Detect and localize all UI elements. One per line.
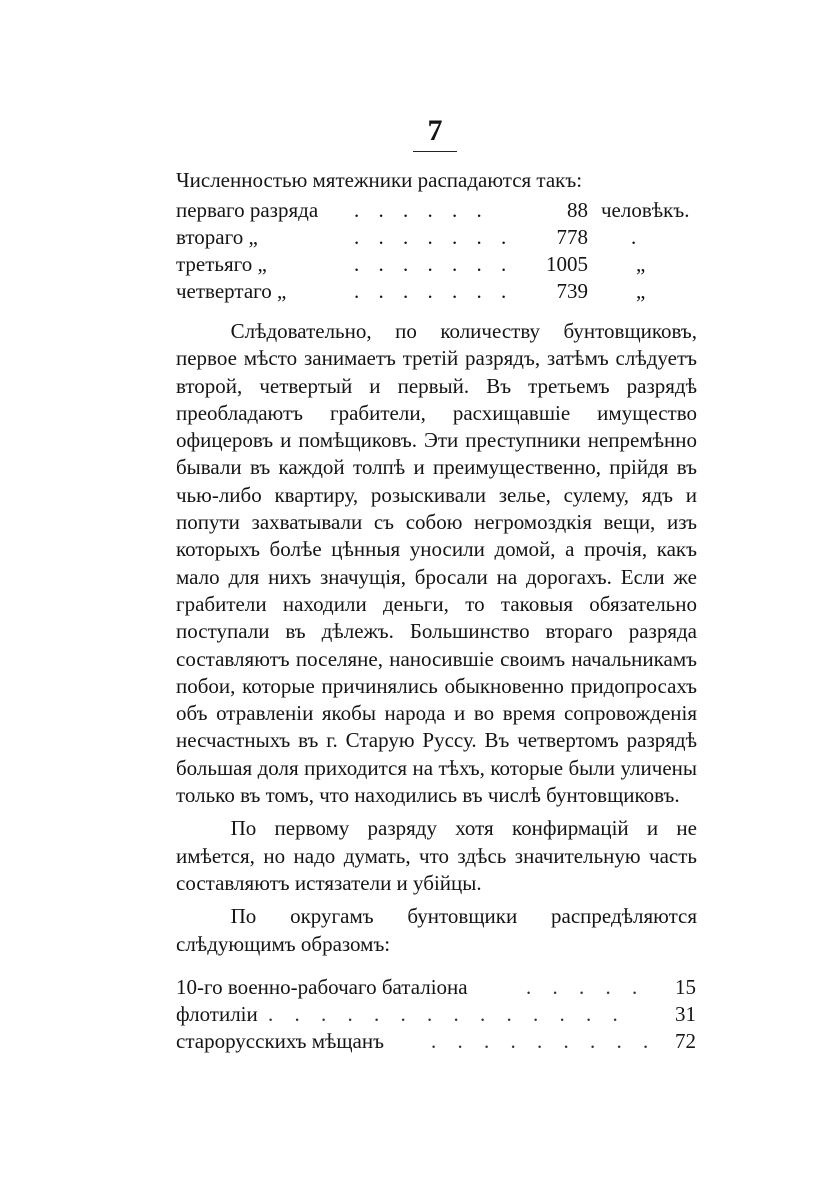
district-row [176, 1002, 696, 1029]
tally-row [176, 225, 696, 252]
intro-line: Численностью мятежники распадаются такъ: [176, 168, 583, 192]
leader-dots: . . . . . [526, 975, 646, 999]
district-label: 10-го военно-рабочаго баталіона [176, 975, 468, 999]
tally-label: перваго разряда [176, 198, 319, 222]
district-row [176, 975, 696, 1002]
tally-unit: „ [636, 252, 646, 276]
leader-dots: . . . . . . . [354, 225, 514, 249]
paragraph [176, 903, 697, 958]
leader-dots: . . . . . . [354, 198, 489, 222]
rank-tally-table [176, 198, 696, 306]
tally-value: 88 [567, 198, 588, 222]
page-number-rule [413, 151, 457, 152]
leader-dots: . . . . . . . . . . . . . . [268, 1002, 626, 1026]
tally-row [176, 279, 696, 306]
paragraph-text: По первому разряду хотя конфирмацій и не имѣется, но надо думать, что здѣсь значительную часть составляютъ истязатели и убійцы. [176, 816, 697, 895]
tally-row [176, 252, 696, 279]
tally-label: втораго „ [176, 225, 258, 249]
paragraph-text: По округамъ бунтовщики распредѣляются слѣдующимъ образомъ: [176, 904, 697, 956]
leader-dots: . . . . . . . . . [431, 1029, 657, 1053]
district-tally-table [176, 975, 696, 1056]
district-value: 72 [675, 1029, 696, 1053]
tally-unit: человѣкъ. [601, 198, 690, 222]
body-text [176, 318, 697, 958]
district-value: 31 [675, 1002, 696, 1026]
tally-value: 778 [556, 225, 588, 249]
district-value: 15 [675, 975, 696, 999]
page-number: 7 [427, 114, 443, 147]
district-row [176, 1029, 696, 1056]
leader-dots: . . . . . . . [354, 279, 514, 303]
paragraph [176, 815, 697, 897]
tally-label: четвертаго „ [176, 279, 287, 303]
tally-value: 739 [556, 279, 588, 303]
leader-dots: . . . . . . . [354, 252, 514, 276]
district-label: старорусскихъ мѣщанъ [176, 1029, 384, 1053]
tally-label: третьяго „ [176, 252, 267, 276]
tally-unit: . [631, 225, 637, 249]
district-label: флотиліи [176, 1002, 258, 1026]
tally-unit: „ [636, 279, 646, 303]
tally-row [176, 198, 696, 225]
paragraph: Слѣдовательно, по количеству бунтовщиковъ, первое мѣсто занимаетъ третій разрядъ, затѣмъ слѣдуетъ второй, четвертый и первый. Въ третьемъ разрядѣ преобладаютъ грабители, расхищавшіе имущество офицеровъ и помѣщиковъ. Эти преступники непремѣнно бывали въ каждой толпѣ и преимущественно, прійдя въ чью-либо квартиру, розыскивали зелье, сулему, ядъ и попути захватывали съ собою негромоздкія вещи, изъ которыхъ болѣе цѣнныя уносили домой, а прочія, какъ мало для нихъ значущія, бросали на дорогахъ. Если же грабители находили деньги, то таковыя обязательно поступали въ дѣлежъ. Большинство втораго разряда составляютъ поселяне, наносившіе своимъ начальникамъ побои, которые причинялись обыкновенно придопросахъ объ отравленіи якобы народа и во время сопровожденія несчастныхъ въ г. Старую Руссу. Въ четвертомъ разрядѣ большая доля приходится на тѣхъ, которые были уличены только въ томъ, что находились въ числѣ бунтовщиковъ. [176, 319, 697, 808]
tally-value: 1005 [546, 252, 588, 276]
